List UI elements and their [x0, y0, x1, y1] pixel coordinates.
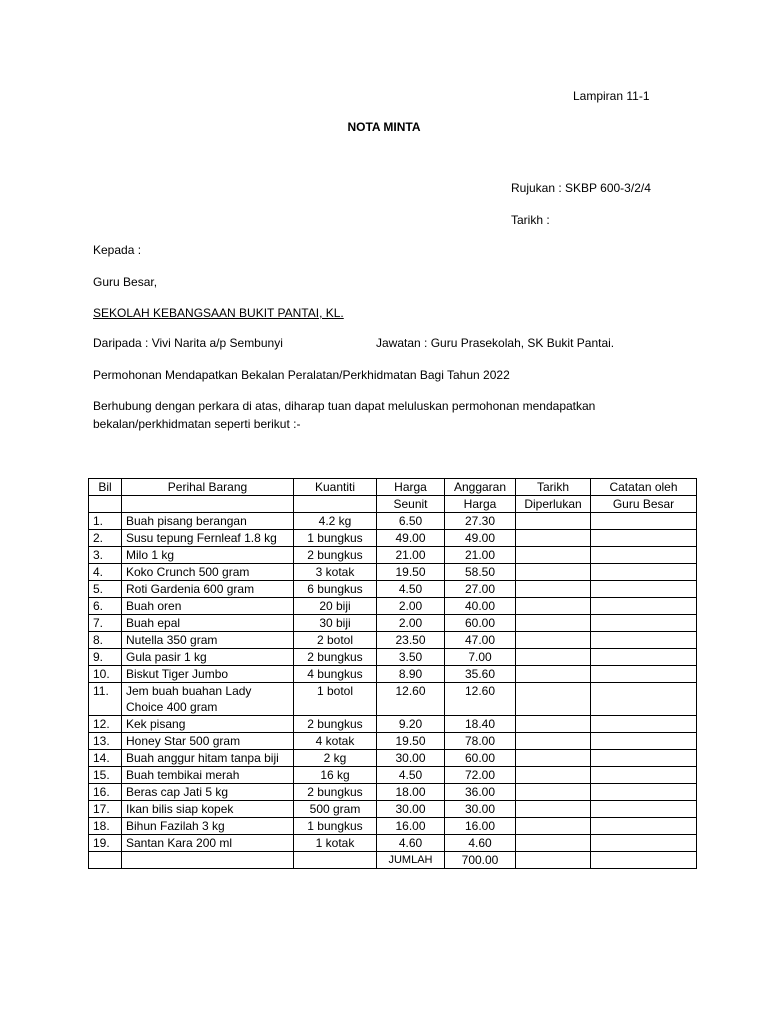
- cell-bil: 1.: [89, 513, 122, 530]
- table-row: [89, 598, 697, 615]
- cell-perihal: Buah tembikai merah: [122, 767, 294, 784]
- cell-perihal: Kek pisang: [122, 716, 294, 733]
- cell-bil: 10.: [89, 666, 122, 683]
- sender-position: Jawatan : Guru Prasekolah, SK Bukit Pantai.: [376, 336, 615, 350]
- cell-harga-seunit: 49.00: [377, 530, 445, 547]
- header-tarikh-diperlukan: Diperlukan: [516, 496, 591, 513]
- cell-catatan: [591, 649, 697, 666]
- table-row: [89, 632, 697, 649]
- table-row: [89, 547, 697, 564]
- cell-tarikh-diperlukan: [516, 530, 591, 547]
- cell-tarikh-diperlukan: [516, 818, 591, 835]
- cell-perihal: Nutella 350 gram: [122, 632, 294, 649]
- cell-harga-seunit: 23.50: [377, 632, 445, 649]
- cell-bil: 14.: [89, 750, 122, 767]
- cell-perihal: Milo 1 kg: [122, 547, 294, 564]
- cell-bil: 8.: [89, 632, 122, 649]
- total-row: [89, 852, 697, 869]
- cell-bil: 5.: [89, 581, 122, 598]
- cell-harga-seunit: 9.20: [377, 716, 445, 733]
- total-empty-7: [591, 852, 697, 869]
- cell-anggaran-harga: 35.60: [445, 666, 516, 683]
- cell-kuantiti: 20 biji: [294, 598, 377, 615]
- cell-tarikh-diperlukan: [516, 547, 591, 564]
- cell-kuantiti: 16 kg: [294, 767, 377, 784]
- cell-anggaran-harga: 7.00: [445, 649, 516, 666]
- cell-anggaran-harga: 60.00: [445, 750, 516, 767]
- header-kuantiti-cont: [294, 496, 377, 513]
- cell-harga-seunit: 4.50: [377, 581, 445, 598]
- cell-kuantiti: 2 bungkus: [294, 547, 377, 564]
- table-header-row-2: [89, 496, 697, 513]
- header-bil-cont: [89, 496, 122, 513]
- cell-kuantiti: 2 bungkus: [294, 716, 377, 733]
- cell-perihal: Biskut Tiger Jumbo: [122, 666, 294, 683]
- cell-tarikh-diperlukan: [516, 733, 591, 750]
- cell-anggaran-harga: 47.00: [445, 632, 516, 649]
- cell-bil: 17.: [89, 801, 122, 818]
- cell-perihal: Koko Crunch 500 gram: [122, 564, 294, 581]
- cell-harga-seunit: 21.00: [377, 547, 445, 564]
- table-header-row: [89, 479, 697, 496]
- cell-tarikh-diperlukan: [516, 632, 591, 649]
- cell-tarikh-diperlukan: [516, 835, 591, 852]
- table-body: [89, 513, 697, 852]
- cell-harga-seunit: 4.50: [377, 767, 445, 784]
- cell-tarikh-diperlukan: [516, 716, 591, 733]
- cell-bil: 3.: [89, 547, 122, 564]
- cell-anggaran-harga: 4.60: [445, 835, 516, 852]
- cell-bil: 2.: [89, 530, 122, 547]
- cell-harga-seunit: 19.50: [377, 733, 445, 750]
- cell-harga-seunit: 16.00: [377, 818, 445, 835]
- table-row: [89, 750, 697, 767]
- cell-harga-seunit: 6.50: [377, 513, 445, 530]
- cell-kuantiti: 1 bungkus: [294, 818, 377, 835]
- cell-kuantiti: 30 biji: [294, 615, 377, 632]
- cell-kuantiti: 2 botol: [294, 632, 377, 649]
- table-row: [89, 801, 697, 818]
- cell-catatan: [591, 716, 697, 733]
- cell-perihal: Beras cap Jati 5 kg: [122, 784, 294, 801]
- cell-bil: 16.: [89, 784, 122, 801]
- cell-kuantiti: 2 kg: [294, 750, 377, 767]
- cell-catatan: [591, 835, 697, 852]
- cell-kuantiti: 2 bungkus: [294, 784, 377, 801]
- cell-perihal: Buah oren: [122, 598, 294, 615]
- sender-name: Daripada : Vivi Narita a/p Sembunyi: [93, 336, 283, 350]
- cell-catatan: [591, 581, 697, 598]
- table-row: [89, 649, 697, 666]
- cell-kuantiti: 4 bungkus: [294, 666, 377, 683]
- cell-anggaran-harga: 30.00: [445, 801, 516, 818]
- cell-perihal: Bihun Fazilah 3 kg: [122, 818, 294, 835]
- body-paragraph: Berhubung dengan perkara di atas, diharap tuan dapat meluluskan permohonan mendapatkan bekalan/perkhidmatan seperti berikut :-: [93, 399, 596, 431]
- table-row: [89, 530, 697, 547]
- reference-number: Rujukan : SKBP 600-3/2/4: [511, 181, 651, 195]
- table-row: [89, 818, 697, 835]
- cell-catatan: [591, 750, 697, 767]
- total-value: 700.00: [445, 852, 516, 869]
- table-row: [89, 716, 697, 733]
- cell-bil: 9.: [89, 649, 122, 666]
- cell-perihal: Ikan bilis siap kopek: [122, 801, 294, 818]
- cell-bil: 13.: [89, 733, 122, 750]
- subject-line: Permohonan Mendapatkan Bekalan Peralatan/Perkhidmatan Bagi Tahun 2022: [93, 368, 510, 382]
- school-name: SEKOLAH KEBANGSAAN BUKIT PANTAI, KL.: [93, 306, 344, 320]
- cell-harga-seunit: 2.00: [377, 615, 445, 632]
- cell-kuantiti: 4.2 kg: [294, 513, 377, 530]
- cell-anggaran-harga: 49.00: [445, 530, 516, 547]
- header-perihal-cont: [122, 496, 294, 513]
- cell-catatan: [591, 666, 697, 683]
- cell-bil: 12.: [89, 716, 122, 733]
- cell-anggaran-harga: 58.50: [445, 564, 516, 581]
- cell-harga-seunit: 3.50: [377, 649, 445, 666]
- cell-kuantiti: 6 bungkus: [294, 581, 377, 598]
- header-harga-seunit: Seunit: [377, 496, 445, 513]
- total-empty-3: [294, 852, 377, 869]
- header-catatan: Catatan oleh: [591, 479, 697, 496]
- cell-kuantiti: 500 gram: [294, 801, 377, 818]
- cell-harga-seunit: 4.60: [377, 835, 445, 852]
- cell-anggaran-harga: 18.40: [445, 716, 516, 733]
- cell-catatan: [591, 801, 697, 818]
- cell-catatan: [591, 632, 697, 649]
- table-row: [89, 615, 697, 632]
- cell-bil: 7.: [89, 615, 122, 632]
- cell-perihal: Buah epal: [122, 615, 294, 632]
- cell-catatan: [591, 598, 697, 615]
- table-row: [89, 784, 697, 801]
- cell-tarikh-diperlukan: [516, 801, 591, 818]
- cell-kuantiti: 4 kotak: [294, 733, 377, 750]
- table-row: [89, 581, 697, 598]
- cell-tarikh-diperlukan: [516, 564, 591, 581]
- document-title: NOTA MINTA: [347, 120, 421, 134]
- cell-kuantiti: 1 bungkus: [294, 530, 377, 547]
- cell-bil: 11.: [89, 683, 122, 716]
- cell-catatan: [591, 818, 697, 835]
- cell-tarikh-diperlukan: [516, 581, 591, 598]
- cell-catatan: [591, 615, 697, 632]
- cell-harga-seunit: 19.50: [377, 564, 445, 581]
- cell-harga-seunit: 8.90: [377, 666, 445, 683]
- cell-tarikh-diperlukan: [516, 615, 591, 632]
- cell-tarikh-diperlukan: [516, 683, 591, 716]
- cell-catatan: [591, 767, 697, 784]
- cell-perihal: Buah pisang berangan: [122, 513, 294, 530]
- cell-anggaran-harga: 16.00: [445, 818, 516, 835]
- cell-catatan: [591, 547, 697, 564]
- header-catatan-guru-besar: Guru Besar: [591, 496, 697, 513]
- header-bil: Bil: [89, 479, 122, 496]
- cell-anggaran-harga: 27.30: [445, 513, 516, 530]
- cell-kuantiti: 3 kotak: [294, 564, 377, 581]
- cell-anggaran-harga: 60.00: [445, 615, 516, 632]
- cell-bil: 19.: [89, 835, 122, 852]
- total-label: JUMLAH: [377, 852, 445, 869]
- cell-catatan: [591, 784, 697, 801]
- cell-anggaran-harga: 36.00: [445, 784, 516, 801]
- date-label: Tarikh :: [511, 213, 550, 227]
- cell-anggaran-harga: 12.60: [445, 683, 516, 716]
- cell-anggaran-harga: 72.00: [445, 767, 516, 784]
- cell-kuantiti: 1 botol: [294, 683, 377, 716]
- table-row: [89, 564, 697, 581]
- cell-perihal: Roti Gardenia 600 gram: [122, 581, 294, 598]
- cell-harga-seunit: 30.00: [377, 750, 445, 767]
- cell-kuantiti: 1 kotak: [294, 835, 377, 852]
- cell-catatan: [591, 513, 697, 530]
- cell-tarikh-diperlukan: [516, 767, 591, 784]
- cell-anggaran-harga: 27.00: [445, 581, 516, 598]
- cell-harga-seunit: 2.00: [377, 598, 445, 615]
- table-row: [89, 666, 697, 683]
- requisition-table: [88, 478, 697, 869]
- cell-anggaran-harga: 78.00: [445, 733, 516, 750]
- header-kuantiti: Kuantiti: [294, 479, 377, 496]
- cell-perihal: Santan Kara 200 ml: [122, 835, 294, 852]
- header-tarikh: Tarikh: [516, 479, 591, 496]
- cell-perihal: Honey Star 500 gram: [122, 733, 294, 750]
- cell-anggaran-harga: 40.00: [445, 598, 516, 615]
- cell-tarikh-diperlukan: [516, 750, 591, 767]
- recipient-title: Guru Besar,: [93, 275, 158, 289]
- cell-harga-seunit: 12.60: [377, 683, 445, 716]
- appendix-label: Lampiran 11-1: [573, 89, 650, 103]
- cell-bil: 15.: [89, 767, 122, 784]
- table-row: [89, 683, 697, 716]
- cell-tarikh-diperlukan: [516, 598, 591, 615]
- cell-kuantiti: 2 bungkus: [294, 649, 377, 666]
- cell-perihal: Gula pasir 1 kg: [122, 649, 294, 666]
- cell-catatan: [591, 530, 697, 547]
- recipient-to-label: Kepada :: [93, 243, 142, 257]
- cell-bil: 4.: [89, 564, 122, 581]
- table-row: [89, 835, 697, 852]
- cell-bil: 18.: [89, 818, 122, 835]
- cell-tarikh-diperlukan: [516, 649, 591, 666]
- cell-catatan: [591, 733, 697, 750]
- cell-perihal: Susu tepung Fernleaf 1.8 kg: [122, 530, 294, 547]
- total-empty-1: [89, 852, 122, 869]
- cell-harga-seunit: 18.00: [377, 784, 445, 801]
- cell-harga-seunit: 30.00: [377, 801, 445, 818]
- table-row: [89, 733, 697, 750]
- table-row: [89, 513, 697, 530]
- cell-tarikh-diperlukan: [516, 666, 591, 683]
- total-empty-6: [516, 852, 591, 869]
- cell-anggaran-harga: 21.00: [445, 547, 516, 564]
- cell-tarikh-diperlukan: [516, 513, 591, 530]
- cell-catatan: [591, 683, 697, 716]
- cell-perihal: Buah anggur hitam tanpa biji: [122, 750, 294, 767]
- table-row: [89, 767, 697, 784]
- header-anggaran-harga: Harga: [445, 496, 516, 513]
- total-empty-2: [122, 852, 294, 869]
- cell-bil: 6.: [89, 598, 122, 615]
- cell-catatan: [591, 564, 697, 581]
- header-perihal: Perihal Barang: [122, 479, 294, 496]
- cell-perihal: Jem buah buahan Lady Choice 400 gram: [122, 683, 294, 716]
- header-anggaran: Anggaran: [445, 479, 516, 496]
- header-harga: Harga: [377, 479, 445, 496]
- cell-tarikh-diperlukan: [516, 784, 591, 801]
